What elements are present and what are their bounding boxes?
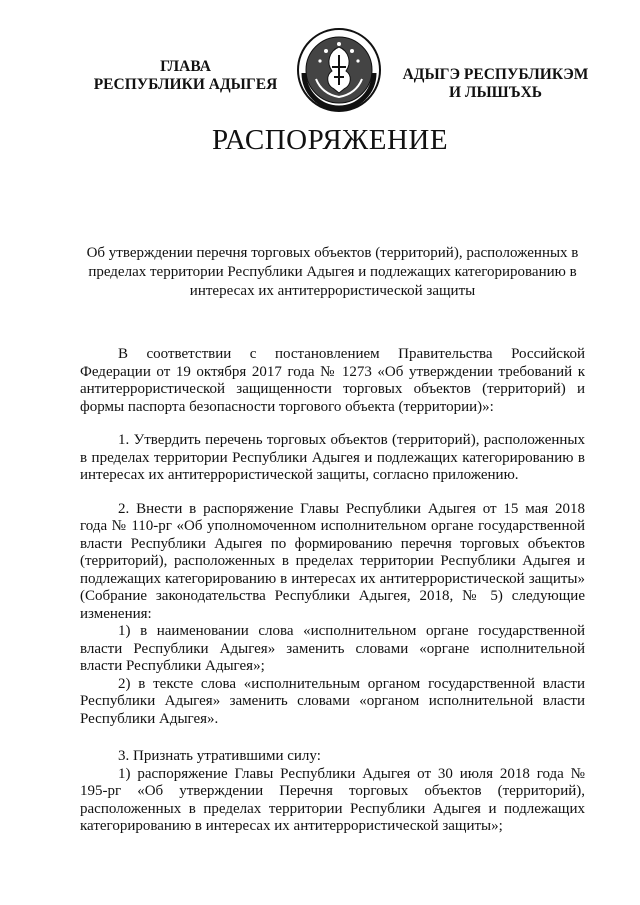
item-3-paragraph: 3. Признать утратившими силу: — [118, 748, 321, 764]
issuer-title-russian — [88, 58, 283, 94]
document-subject: Об утверждении перечня торговых объектов (территорий), расположенных в пределах территории Республики Адыгея и подлежащих категорированию в интересах их антитеррористической защиты — [86, 245, 579, 299]
item-2-subitem-2: 2) в тексте слова «исполнительным органом государственной власти Республики Адыгея» заменить словами «органом исполнительной власти Республики Адыгея». — [80, 675, 585, 727]
preamble-paragraph: В соответствии с постановлением Правительства Российской Федерации от 19 октября 2017 года № 1273 «Об утверждении требований к антитеррористической защищенности торговых объектов (территорий) и формы паспорта безопасности торгового объекта (территории)»: — [80, 346, 585, 415]
document-body — [80, 346, 585, 836]
issuer-adyghe-line-2: И ЛЫШЪХЬ — [448, 84, 543, 101]
item-3-subitem-1: 1) распоряжение Главы Республики Адыгея от 30 июля 2018 года № 195-рг «Об утверждении Перечня торговых объектов (территорий), расположенных в пределах территории Республики Адыгея и подлежащих категорированию в интересах их антитеррористической защиты»; — [80, 765, 585, 834]
item-2-paragraph: 2. Внести в распоряжение Главы Республики Адыгея от 15 мая 2018 года № 110-рг «Об уполномоченном исполнительном органе государственной власти Республики Адыгея по формированию перечня торговых объектов (территорий), расположенных в пределах территории Республики Адыгея и подлежащих категорированию в интересах их антитеррористической защиты» (Собрание законодательства Республики Адыгея, 2018, № 5) следующие изменения: — [80, 500, 585, 622]
adygea-coat-of-arms-icon — [296, 27, 382, 113]
issuer-line-2: РЕСПУБЛИКИ АДЫГЕЯ — [93, 76, 278, 93]
item-2-subitem-1: 1) в наименовании слова «исполнительном органе государственной власти Республики Адыгея» заменить словами «органе исполнительной власти Республики Адыгея»; — [80, 623, 585, 674]
item-1-paragraph: 1. Утвердить перечень торговых объектов (территорий), расположенных в пределах территории Республики Адыгея и подлежащих категорированию в интересах их антитеррористической защиты, согласно приложению. — [80, 432, 585, 483]
issuer-title-adyghe — [393, 66, 598, 102]
issuer-line-1: ГЛАВА — [160, 58, 211, 75]
issuer-adyghe-line-1: АДЫГЭ РЕСПУБЛИКЭМ — [402, 66, 589, 83]
document-type: РАСПОРЯЖЕНИЕ — [211, 124, 449, 156]
